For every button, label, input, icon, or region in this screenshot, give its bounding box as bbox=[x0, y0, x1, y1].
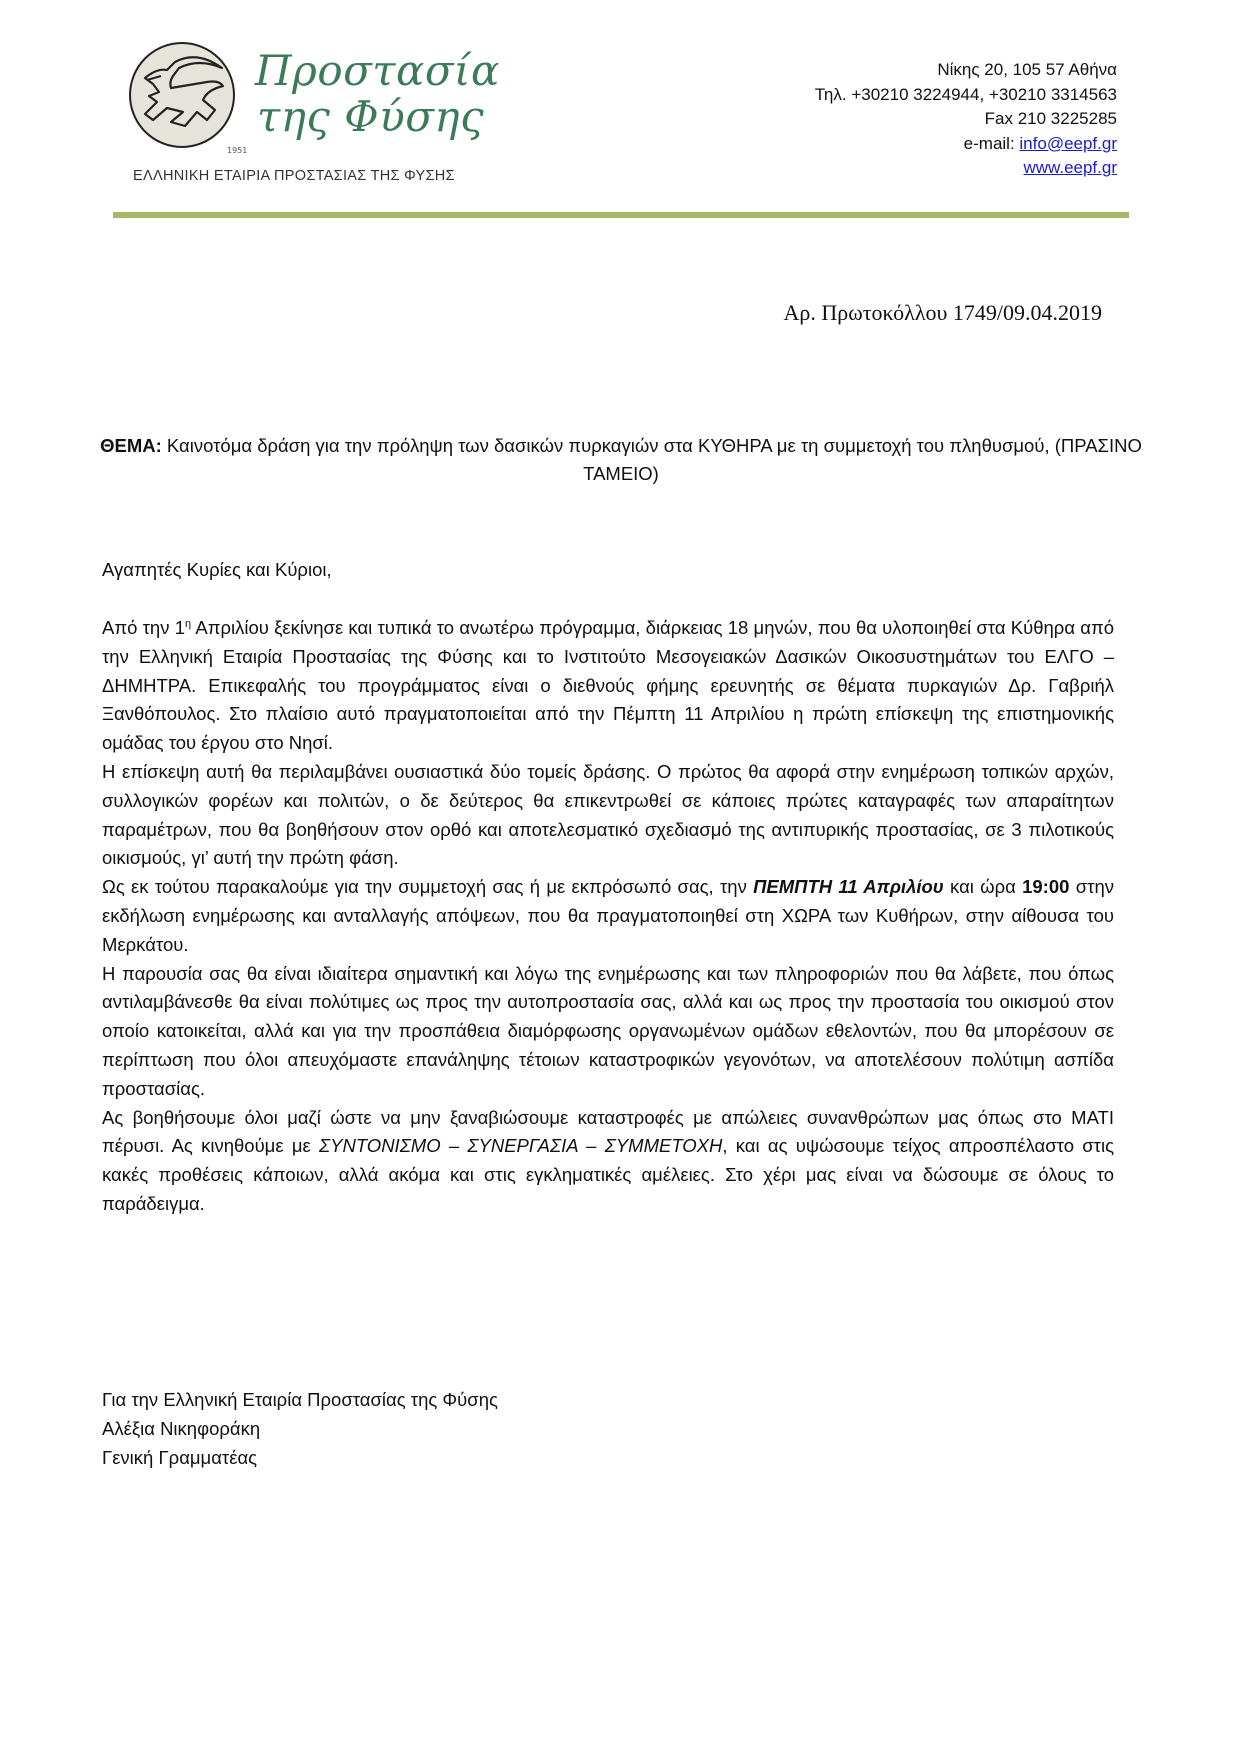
website-link[interactable]: www.eepf.gr bbox=[1023, 158, 1117, 177]
slogan: ΣΥΝΤΟΝΙΣΜΟ – ΣΥΝΕΡΓΑΣΙΑ – ΣΥΜΜΕΤΟΧΗ bbox=[319, 1135, 723, 1157]
protocol-number: Αρ. Πρωτοκόλλου 1749/09.04.2019 bbox=[783, 300, 1102, 325]
greeting: Αγαπητές Κυρίες και Κύριοι, bbox=[102, 559, 332, 580]
header-divider bbox=[113, 212, 1129, 218]
paragraph-4: Η παρουσία σας θα είναι ιδιαίτερα σημαντική και λόγω της ενημέρωσης και των πληροφοριών που θα λάβετε, που όπως αντιλαμβάνεσθε θα είναι πολύτιμες ως προς την αυτοπροστασία σας, αλλά και ως προς την προστασία του οικισμού στον οποίο κατοικείται, αλλά και για την προσπάθεια διαμόρφωσης οργανωμένων ομάδων εθελοντών, που θα μπορέσουν σε περίπτωση που όλοι απευχόμαστε επανάληψης τέτοιων καταστροφικών γεγονότων, να αποτελέσουν πολύτιμη ασπίδα προστασίας. bbox=[102, 962, 1114, 1099]
signature-organization: Για την Ελληνική Εταιρία Προστασίας της Φύσης bbox=[102, 1389, 498, 1410]
address: Νίκης 20, 105 57 Αθήνα bbox=[937, 60, 1117, 79]
paragraph-1: Από την $1^\eta$ Απριλίου ξεκίνησε και τυπικά το ανωτέρω πρόγραμμα, διάρκειας 18 μηνών, που θα υλοποιηθεί στα Κύθηρα από την Ελληνική Εταιρία Προστασίας της Φύσης και το Ινστιτούτο Μεσογειακών Δασικών Οικοσυστημάτων του ΕΛΓΟ – ΔΗΜΗΤΡΑ. Επικεφαλής του προγράμματος είναι ο διεθνούς φήμης ερευνητής σε θέματα πυρκαγιών Δρ. Γαβριήλ Ξανθόπουλος. Στο πλαίσιο αυτό πραγματοποιείται από την Πέμπτη 11 Απριλίου η πρώτη επίσκεψη της επιστημονικής ομάδας του έργου στο Νησί. bbox=[102, 617, 1115, 754]
letter-body bbox=[102, 614, 1114, 1219]
ibex-emblem-icon bbox=[127, 40, 237, 150]
founding-year: 1951 bbox=[227, 146, 248, 155]
email-label: e-mail: bbox=[963, 133, 1020, 153]
signatory-name: Αλέξια Νικηφοράκη bbox=[102, 1417, 261, 1439]
subject-text: Καινοτόμα δράση για την πρόληψη των δασικών πυρκαγιών στα ΚΥΘΗΡΑ με τη συμμετοχή του πληθυσμού, (ΠΡΑΣΙΝΟ ΤΑΜΕΙΟ) bbox=[161, 435, 1142, 484]
signatory-title: Γενική Γραμματέας bbox=[102, 1446, 258, 1468]
paragraph-2: Η επίσκεψη αυτή θα περιλαμβάνει ουσιαστικά δύο τομείς δράσης. Ο πρώτος θα αφορά στην ενημέρωση τοπικών αρχών, συλλογικών φορέων και πολιτών, ο δε δεύτερος θα επικεντρωθεί σε κάποιες πρώτες καταγραφές των απαραίτητων παραμέτρων, που θα βοηθήσουν στον ορθό και αποτελεσματικό σχεδιασμό της αντιπυρικής προστασίας, σε 3 πιλοτικούς οικισμούς, γι’ αυτή την πρώτη φάση. bbox=[102, 760, 1114, 869]
logo-title bbox=[255, 48, 500, 140]
organization-logo bbox=[127, 40, 500, 190]
subject-line bbox=[100, 432, 1142, 488]
signature-block bbox=[102, 1386, 1114, 1472]
email-line bbox=[815, 132, 1117, 157]
paragraph-3: Ως εκ τούτου παρακαλούμε για την συμμετοχή σας ή με εκπρόσωπό σας, την ΠΕΜΠΤΗ 11 Απριλίου και ώρα 19:00 στην εκδήλωση ενημέρωσης και ανταλλαγής απόψεων, που θα πραγματοποιηθεί στη ΧΩΡΑ των Κυθήρων, στην αίθουσα του Μερκάτου. bbox=[102, 876, 1114, 955]
logo-title-line1: Προστασία bbox=[255, 46, 500, 95]
organization-name: ΕΛΛΗΝΙΚΗ ΕΤΑΙΡΙΑ ΠΡΟΣΤΑΣΙΑΣ ΤΗΣ ΦΥΣΗΣ bbox=[133, 168, 455, 184]
phone: Τηλ. +30210 3224944, +30210 3314563 bbox=[814, 84, 1117, 104]
email-link[interactable]: info@eepf.gr bbox=[1019, 133, 1117, 153]
contact-info bbox=[815, 58, 1117, 181]
paragraph-5: Ας βοηθήσουμε όλοι μαζί ώστε να μην ξαναβιώσουμε καταστροφές με απώλειες συνανθρώπων μας όπως στο ΜΑΤΙ πέρυσι. Ας κινηθούμε με ΣΥΝΤΟΝΙΣΜΟ – ΣΥΝΕΡΓΑΣΙΑ – ΣΥΜΜΕΤΟΧΗ, και ας υψώσουμε τείχος απροσπέλαστο στις κακές προθέσεις κάποιων, αλλά ακόμα και στις εγκληματικές αμέλειες. Στο χέρι μας είναι να δώσουμε σε όλους το παράδειγμα. bbox=[102, 1106, 1114, 1214]
event-date: ΠΕΜΠΤΗ 11 Απριλίου bbox=[753, 876, 944, 898]
event-time: 19:00 bbox=[1022, 876, 1070, 898]
logo-title-line2: της Φύσης bbox=[257, 92, 485, 141]
fax: Fax 210 3225285 bbox=[984, 109, 1117, 128]
subject-label: ΘΕΜΑ: bbox=[100, 435, 162, 456]
